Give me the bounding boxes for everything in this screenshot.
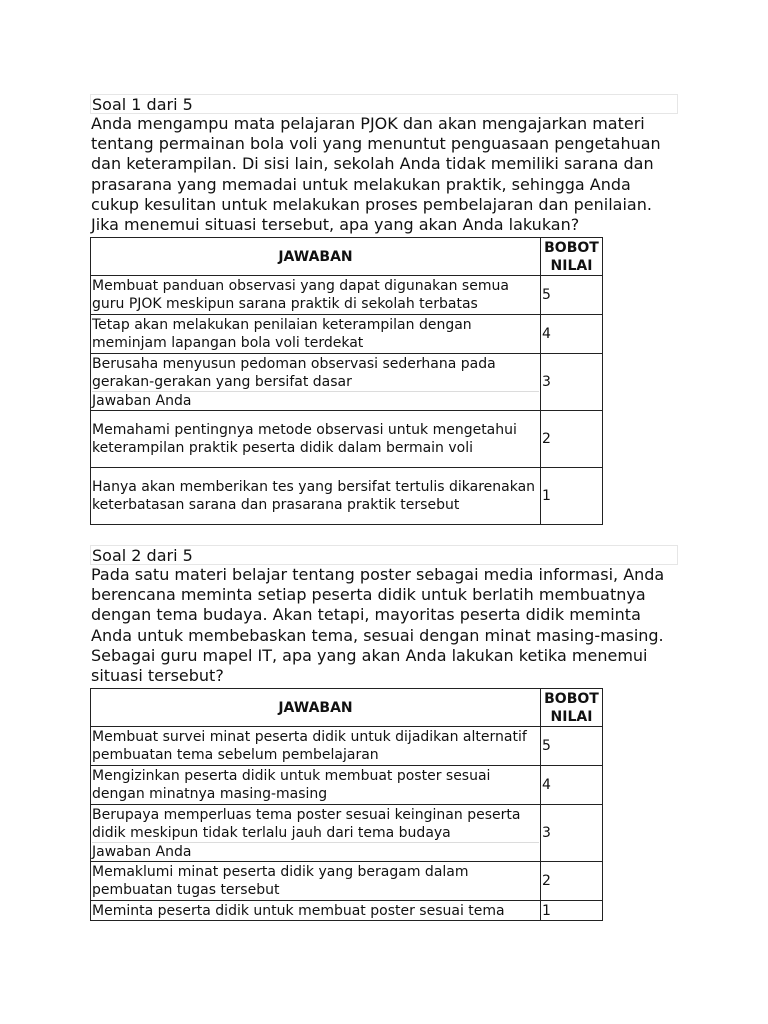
question-number: Soal 1 dari 5	[90, 94, 678, 114]
table-row	[91, 468, 603, 525]
table-row	[91, 354, 603, 411]
answer-cell	[91, 805, 541, 862]
answer-text: Berusaha menyusun pedoman observasi sederhana pada gerakan-gerakan yang bersifat dasar	[92, 355, 496, 390]
header-jawaban: JAWABAN	[91, 238, 541, 276]
table-row	[91, 411, 603, 468]
answer-score: 1	[541, 468, 603, 525]
answer-score: 3	[541, 805, 603, 862]
answer-score: 4	[541, 315, 603, 354]
answer-score: 2	[541, 411, 603, 468]
answer-text: Meminta peserta didik untuk membuat poster sesuai tema	[91, 901, 541, 921]
question-text: Anda mengampu mata pelajaran PJOK dan akan mengajarkan materi tentang permainan bola voli yang menuntut penguasaan pengetahuan dan keterampilan. Di sisi lain, sekolah Anda tidak memiliki sarana dan prasarana yang memadai untuk melakukan praktik, sehingga Anda cukup kesulitan untuk melakukan proses pembelajaran dan penilaian. Jika menemui situasi tersebut, apa yang akan Anda lakukan?	[91, 114, 661, 235]
answer-text: Membuat survei minat peserta didik untuk dijadikan alternatif pembuatan tema sebelum pembelajaran	[91, 727, 541, 766]
answer-text: Membuat panduan observasi yang dapat digunakan semua guru PJOK meskipun sarana praktik di sekolah terbatas	[91, 276, 541, 315]
answer-score: 5	[541, 276, 603, 315]
table-row	[91, 805, 603, 862]
answer-score: 3	[541, 354, 603, 411]
answer-score: 1	[541, 901, 603, 921]
soal-1	[90, 94, 678, 525]
header-bobot: BOBOT NILAI	[541, 689, 603, 727]
answer-text: Memahami pentingnya metode observasi untuk mengetahui keterampilan praktik peserta didik dalam bermain voli	[91, 411, 541, 468]
answer-text: Memaklumi minat peserta didik yang beragam dalam pembuatan tugas tersebut	[91, 862, 541, 901]
table-row	[91, 862, 603, 901]
answer-score: 2	[541, 862, 603, 901]
answer-text: Hanya akan memberikan tes yang bersifat tertulis dikarenakan keterbatasan sarana dan prasarana praktik tersebut	[91, 468, 541, 525]
table-row	[91, 727, 603, 766]
answer-text: Berupaya memperluas tema poster sesuai keinginan peserta didik meskipun tidak terlalu jauh dari tema budaya	[92, 806, 521, 841]
selected-answer-label: Jawaban Anda	[92, 842, 539, 861]
answer-text: Mengizinkan peserta didik untuk membuat poster sesuai dengan minatnya masing-masing	[91, 766, 541, 805]
answer-score: 4	[541, 766, 603, 805]
selected-answer-label: Jawaban Anda	[92, 391, 539, 410]
table-row	[91, 315, 603, 354]
table-row	[91, 901, 603, 921]
question-text: Pada satu materi belajar tentang poster sebagai media informasi, Anda berencana meminta setiap peserta didik untuk berlatih membuatnya dengan tema budaya. Akan tetapi, mayoritas peserta didik meminta Anda untuk membebaskan tema, sesuai dengan minat masing-masing. Sebagai guru mapel IT, apa yang akan Anda lakukan ketika menemui situasi tersebut?	[91, 565, 665, 686]
answer-table	[90, 688, 603, 921]
question-number: Soal 2 dari 5	[90, 545, 678, 565]
answer-text: Tetap akan melakukan penilaian keterampilan dengan meminjam lapangan bola voli terdekat	[91, 315, 541, 354]
answer-cell	[91, 354, 541, 411]
header-bobot: BOBOT NILAI	[541, 238, 603, 276]
soal-2	[90, 545, 678, 921]
table-row	[91, 276, 603, 315]
answer-score: 5	[541, 727, 603, 766]
table-row	[91, 766, 603, 805]
header-jawaban: JAWABAN	[91, 689, 541, 727]
answer-table	[90, 237, 603, 525]
